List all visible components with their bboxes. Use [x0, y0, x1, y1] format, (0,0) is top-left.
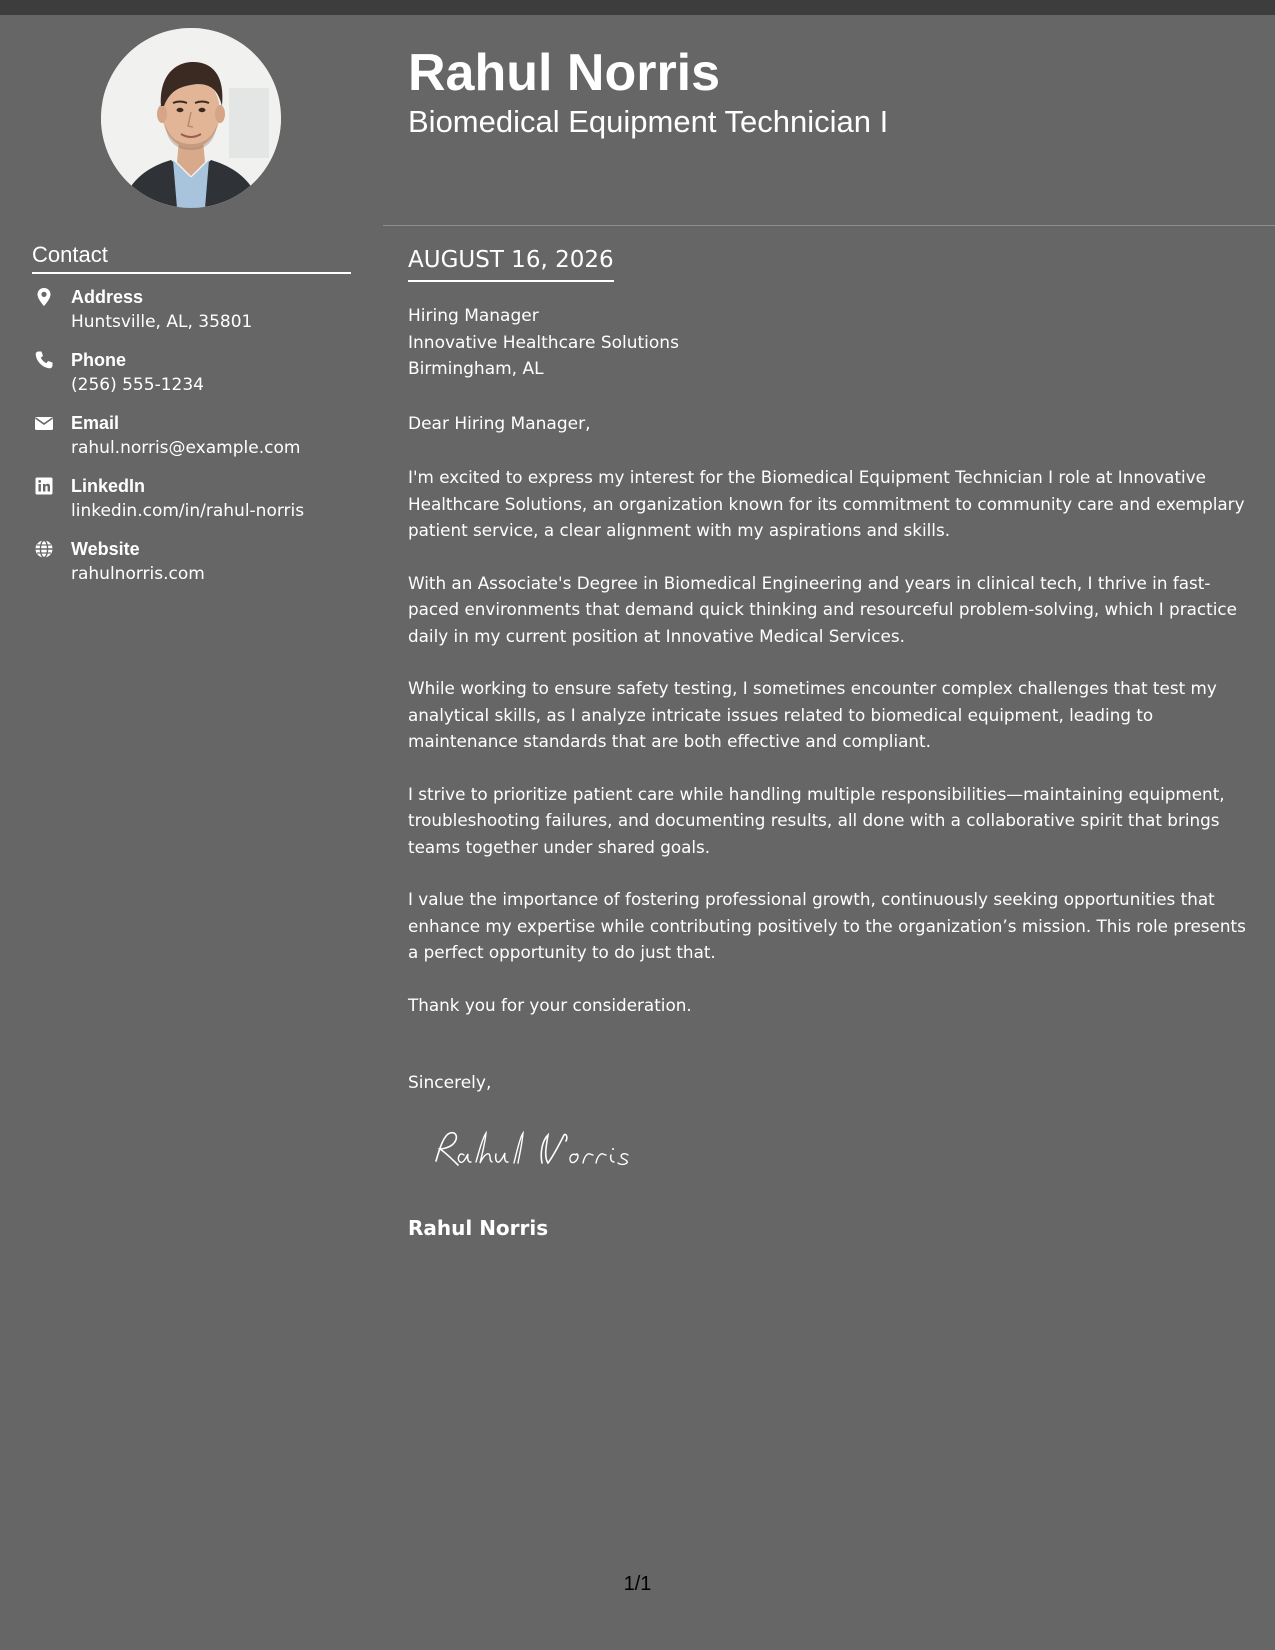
salutation: Dear Hiring Manager,: [408, 414, 591, 434]
recipient-name: Hiring Manager: [408, 306, 539, 326]
email-link[interactable]: rahul.norris@example.com: [71, 438, 301, 458]
body-paragraph: While working to ensure safety testing, I sometimes encounter complex challenges that test my analytical skills, as I analyze intricate issues related to biomedical equipment, leading to maintenance standards that are both effective and compliant.: [408, 678, 1217, 751]
contact-item-address: [32, 285, 362, 348]
phone-icon: [34, 350, 54, 370]
profile-photo: [101, 28, 281, 208]
letter-date: AUGUST 16, 2026: [408, 244, 614, 282]
body-paragraph: I value the importance of fostering professional growth, continuously seeking opportunities that enhance my expertise while contributing positively to the organization’s mission. This role presents a perfect opportunity to do just that.: [408, 889, 1246, 962]
linkedin-link[interactable]: linkedin.com/in/rahul-norris: [71, 501, 305, 521]
location-pin-icon: [34, 287, 54, 307]
recipient-block: [408, 303, 679, 383]
body-paragraph: I'm excited to express my interest for the Biomedical Equipment Technician I role at Innovative Healthcare Solutions, an organization known for its commitment to community care and exemplary patient service, a clear alignment with my aspirations and skills.: [408, 467, 1245, 540]
website-link[interactable]: rahulnorris.com: [71, 564, 205, 584]
body-paragraph: I strive to prioritize patient care while handling multiple responsibilities—maintaining equipment, troubleshooting failures, and documenting results, all done with a collaborative spirit that brings teams together under shared goals.: [408, 783, 1225, 857]
phone-value: (256) 555-1234: [71, 375, 204, 395]
recipient-company: Innovative Healthcare Solutions: [408, 332, 679, 353]
contact-item-email: [32, 411, 362, 474]
handwritten-signature: [430, 1125, 660, 1175]
contact-label: Address: [71, 287, 144, 307]
contact-label: Phone: [71, 350, 127, 370]
contact-item-phone: [32, 348, 362, 411]
page-number: 1/1: [623, 1573, 652, 1595]
contact-list: [32, 285, 362, 600]
closing: Sincerely,: [408, 1073, 492, 1093]
body-paragraph: Thank you for your consideration.: [408, 994, 692, 1015]
contact-item-linkedin: [32, 474, 362, 537]
body-paragraph: With an Associate's Degree in Biomedical Engineering and years in clinical tech, I thrive in fast-paced environments that demand quick thinking and resourceful problem-solving, which I practice daily in my current position at Innovative Medical Services.: [408, 572, 1237, 646]
job-title: Biomedical Equipment Technician I: [408, 104, 889, 139]
contact-label: Email: [71, 413, 120, 433]
letter-body: [408, 464, 1254, 1044]
contact-heading: Contact: [32, 240, 351, 274]
recipient-location: Birmingham, AL: [408, 359, 544, 379]
address-value: Huntsville, AL, 35801: [71, 312, 253, 332]
linkedin-icon: [34, 476, 54, 496]
signed-name: Rahul Norris: [408, 1216, 549, 1240]
envelope-icon: [34, 413, 54, 433]
header-divider: [383, 225, 1275, 226]
contact-label: Website: [71, 539, 140, 559]
candidate-name: Rahul Norris: [408, 44, 721, 102]
top-bar: [0, 0, 1275, 15]
contact-item-website: [32, 537, 362, 600]
contact-label: LinkedIn: [71, 476, 146, 496]
globe-icon: [34, 539, 54, 559]
